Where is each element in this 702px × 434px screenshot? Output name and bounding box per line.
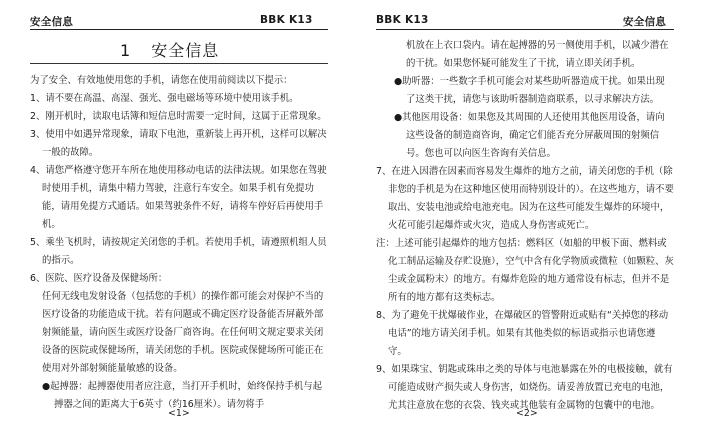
list-item-2: 2、刚开机时，读取电话簿和短信息时需要一定时间，这属于正常现象。	[30, 111, 327, 122]
note-explosive: 注：上述可能引起爆炸的地方包括：燃料区（如船的甲板下面、燃料或化工制品运输及存贮设施），空气中含有化学物质或微粒（如颗粒、灰尘或金属粉末）的地方。有爆炸危险的地方通常设有标志，但并不是所有的地方都有这类标志。	[376, 238, 674, 303]
list-item-1: 1、请不要在高温、高湿、强光、强电磁场等环境中使用该手机。	[30, 93, 299, 104]
right-header-rule	[376, 29, 674, 30]
item6-body: 任何无线电发射设备（包括您的手机）的操作都可能会对保护不当的医疗设备的功能造成干扰。若有问题或不确定医疗设备能否屏蔽外部射频能量，请向医生或医疗设备厂商咨询。在任何明文规定要求关闭设备的医院或保健场所，请关闭您的手机。医院或保健场所可能正在使用对外部射频能量敏感的设备。	[42, 291, 324, 374]
intro-text: 为了安全、有效地使用您的手机，请您在使用前阅读以下提示：	[30, 75, 293, 86]
left-header-model: BBK K13	[260, 14, 313, 26]
list-item-8: 8、为了避免干扰爆破作业，在爆破区的管警附近或贴有“关掉您的移动电话”的地方请关闭手机。如果有其他类似的标语或指示也请您遵守。	[376, 310, 669, 357]
chapter-title	[120, 38, 219, 61]
right-header-section: 安全信息	[623, 16, 667, 28]
left-header-rule	[30, 29, 328, 30]
left-header-section: 安全信息	[30, 16, 74, 28]
chapter-number: 1	[120, 41, 132, 60]
list-item-3: 3、使用中如遇异常现象，请取下电池，重新装上再开机，这样可以解决一般的故障。	[30, 129, 327, 158]
list-item-6: 6、医院、医疗设备及保健场所：	[30, 273, 168, 284]
list-item-4: 4、请您严格遵守您开车所在地使用移动电话的法律法规。如果您在驾驶时使用手机，请集中精力驾驶，注意行车安全。如果手机有免提功能，请用免提方式通话。如果驾驶条件不好，请将车停好后再使用手机。	[30, 165, 327, 230]
right-header-model: BBK K13	[376, 14, 429, 26]
left-body	[30, 72, 328, 414]
right-body	[376, 37, 674, 415]
bullet-other-medical: ●其他医用设备：如果您及其周围的人还使用其他医用设备，请向这些设备的制造商咨询，确定它们能否充分屏蔽周围的射频信号。您也可以向医生咨询有关信息。	[394, 112, 665, 159]
list-item-9: 9、如果珠宝、钥匙或珠串之类的导体与电池暴露在外的电极接触，就有可能造成财产损失或人身伤害，如烧伤。请妥善放置已充电的电池，尤其注意放在您的衣袋、钱夹或其他装有金属物的包囊中的电池。	[376, 364, 673, 411]
list-item-7: 7、在进入因潜在因素而容易发生爆炸的地方之前，请关闭您的手机（除非您的手机是为在这种地区使用而特别设计的）。在这些地方，请不要取出、安装电池或给电池充电。因为在这些可能发生爆炸的环境中，火花可能引起爆炸或火灾，造成人身伤害或死亡。	[376, 166, 674, 231]
bullet-pacemaker: ●起搏器：起搏器使用者应注意，当打开手机时，始终保持手机与起搏器之间的距离大于6英寸（约16厘米）。请勿将手	[42, 381, 323, 410]
left-page-number: <1>	[168, 408, 190, 419]
pacemaker-continued: 机放在上衣口袋内。请在起搏器的另一侧使用手机，以减少潜在的干扰。如果您怀疑可能发生了干扰，请立即关闭手机。	[406, 40, 669, 69]
chapter-title-text: 安全信息	[151, 41, 220, 60]
right-page-number: <2>	[516, 408, 538, 419]
chapter-title-rule	[30, 63, 328, 64]
list-item-5: 5、乘坐飞机时，请按规定关闭您的手机。若使用手机，请遵照机组人员的指示。	[30, 237, 327, 266]
bullet-hearing-aid: ●助听器：一些数字手机可能会对某些助听器造成干扰。如果出现了这类干扰，请您与该助听器制造商联系，以寻求解决方法。	[394, 76, 665, 105]
right-page	[351, 0, 702, 434]
